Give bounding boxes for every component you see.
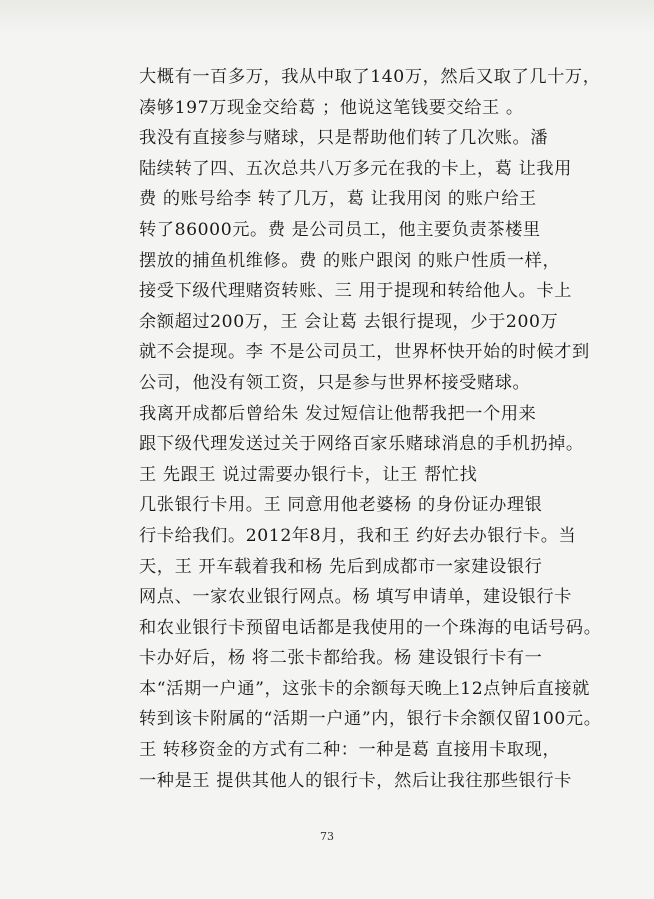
text-line-20: 卡办好后，杨 将二张卡都给我。杨 建设银行卡有一 bbox=[139, 648, 543, 669]
text-line-2: 凑够197万现金交给葛 ；他说这笔钱要交给王 。 bbox=[139, 97, 524, 118]
text-line-1: 大概有一百多万，我从中取了140万，然后又取了几十万， bbox=[139, 67, 601, 87]
text-line-19: 和农业银行卡预留电话都是我使用的一个珠海的电话号码。 bbox=[139, 617, 602, 638]
text-line-12: 我离开成都后曾给朱 发过短信让他帮我把一个用来 bbox=[139, 403, 537, 424]
text-line-7: 摆放的捕鱼机维修。费 的账户跟闵 的账户性质一样， bbox=[139, 250, 561, 271]
text-line-15: 几张银行卡用。王 同意用他老婆杨 的身份证办理银 bbox=[139, 495, 543, 516]
text-line-23: 王 转移资金的方式有二种：一种是葛 直接用卡取现， bbox=[139, 740, 561, 761]
text-line-6: 转了86000元。费 是公司员工，他主要负责茶楼里 bbox=[139, 219, 541, 240]
text-line-17: 天，王 开车载着我和杨 先后到成都市一家建设银行 bbox=[139, 556, 543, 577]
page-number: 73 bbox=[320, 830, 334, 843]
text-line-11: 公司，他没有领工资，只是参与世界杯接受赌球。 bbox=[139, 372, 531, 393]
text-line-24: 一种是王 提供其他人的银行卡，然后让我往那些银行卡 bbox=[139, 770, 572, 791]
text-line-5: 费 的账号给李 转了几万，葛 让我用闵 的账户给王 bbox=[139, 189, 537, 210]
text-line-13: 跟下级代理发送过关于网络百家乐赌球消息的手机扔掉。 bbox=[139, 434, 584, 455]
text-line-18: 网点、一家农业银行网点。杨 填写申请单，建设银行卡 bbox=[139, 587, 572, 608]
text-line-4: 陆续转了四、五次总共八万多元在我的卡上，葛 让我用 bbox=[139, 158, 572, 179]
text-line-10: 就不会提现。李 不是公司员工，世界杯快开始的时候才到 bbox=[139, 342, 590, 363]
text-line-16: 行卡给我们。2012年8月，我和王 约好去办银行卡。当 bbox=[139, 525, 577, 546]
text-line-8: 接受下级代理赌资转账、三 用于提现和转给他人。卡上 bbox=[139, 281, 572, 302]
text-line-9: 余额超过200万，王 会让葛 去银行提现，少于200万 bbox=[139, 311, 559, 332]
text-line-14: 王 先跟王 说过需要办银行卡，让王 帮忙找 bbox=[139, 464, 478, 485]
page-top-edge bbox=[0, 0, 654, 34]
text-line-3: 我没有直接参与赌球，只是帮助他们转了几次账。潘 bbox=[139, 128, 549, 149]
text-line-21: 本“活期一户通”，这张卡的余额每天晚上12点钟后直接就 bbox=[139, 678, 590, 699]
text-line-22: 转到该卡附属的“活期一户通”内，银行卡余额仅留100元。 bbox=[139, 709, 602, 730]
document-body bbox=[139, 62, 602, 796]
